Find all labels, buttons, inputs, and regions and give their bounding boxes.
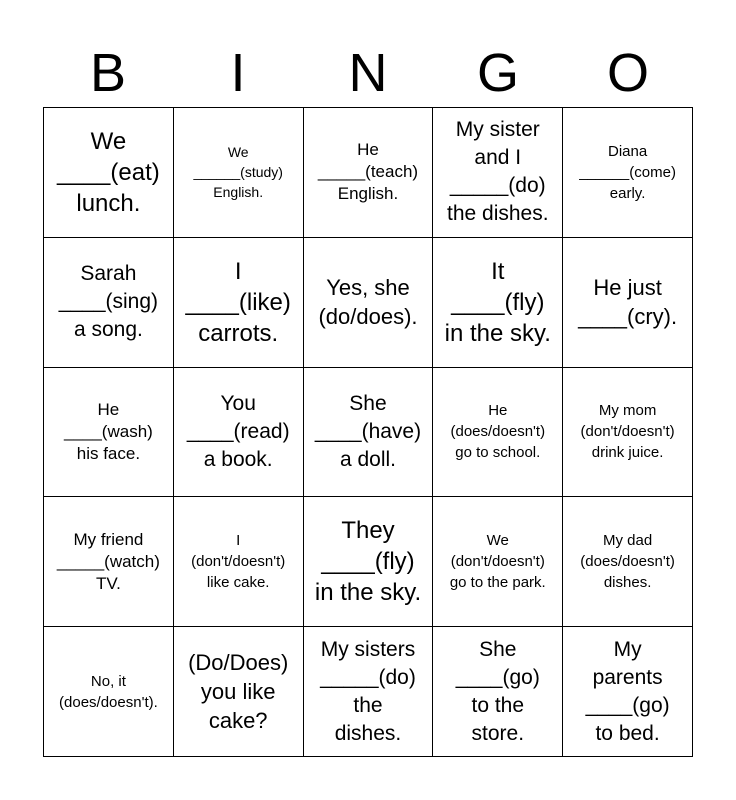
- header-letter-b: B: [89, 43, 127, 103]
- bingo-cell-r4-c3[interactable]: They ____(fly) in the sky.: [304, 497, 434, 627]
- bingo-cell-r2-c2[interactable]: I ____(like) carrots.: [174, 238, 304, 368]
- bingo-cell-r3-c2[interactable]: You ____(read) a book.: [174, 368, 304, 498]
- header-letter-g: G: [476, 43, 519, 103]
- bingo-cell-r4-c4[interactable]: We (don't/doesn't) go to the park.: [433, 497, 563, 627]
- bingo-cell-r5-c2[interactable]: (Do/Does) you like cake?: [174, 627, 304, 757]
- bingo-cell-r5-c5[interactable]: My parents ____(go) to bed.: [563, 627, 693, 757]
- bingo-cell-r1-c2[interactable]: We ______(study) English.: [174, 108, 304, 238]
- header-letter-n: N: [348, 43, 388, 103]
- bingo-cell-r4-c5[interactable]: My dad (does/doesn't) dishes.: [563, 497, 693, 627]
- bingo-cell-r3-c1[interactable]: He ____(wash) his face.: [44, 368, 174, 498]
- bingo-cell-r3-c4[interactable]: He (does/doesn't) go to school.: [433, 368, 563, 498]
- header-letter-i: I: [230, 43, 246, 103]
- bingo-cell-r3-c3[interactable]: She ____(have) a doll.: [304, 368, 434, 498]
- bingo-cell-r2-c5[interactable]: He just ____(cry).: [563, 238, 693, 368]
- bingo-cell-r5-c4[interactable]: She ____(go) to the store.: [433, 627, 563, 757]
- bingo-cell-r4-c1[interactable]: My friend _____(watch) TV.: [44, 497, 174, 627]
- bingo-cell-r1-c3[interactable]: He _____(teach) English.: [304, 108, 434, 238]
- bingo-cell-r5-c1[interactable]: No, it (does/doesn't).: [44, 627, 174, 757]
- bingo-cell-r1-c4[interactable]: My sister and I _____(do) the dishes.: [433, 108, 563, 238]
- bingo-cell-r2-c1[interactable]: Sarah ____(sing) a song.: [44, 238, 174, 368]
- bingo-cell-r5-c3[interactable]: My sisters _____(do) the dishes.: [304, 627, 434, 757]
- bingo-header: [43, 40, 693, 106]
- bingo-cell-r3-c5[interactable]: My mom (don't/doesn't) drink juice.: [563, 368, 693, 498]
- bingo-cell-r4-c2[interactable]: I (don't/doesn't) like cake.: [174, 497, 304, 627]
- bingo-board: [43, 107, 693, 757]
- bingo-cell-r2-c3[interactable]: Yes, she (do/does).: [304, 238, 434, 368]
- header-letter-o: O: [606, 43, 649, 103]
- bingo-cell-r2-c4[interactable]: It ____(fly) in the sky.: [433, 238, 563, 368]
- bingo-cell-r1-c5[interactable]: Diana ______(come) early.: [563, 108, 693, 238]
- bingo-cell-r1-c1[interactable]: We ____(eat) lunch.: [44, 108, 174, 238]
